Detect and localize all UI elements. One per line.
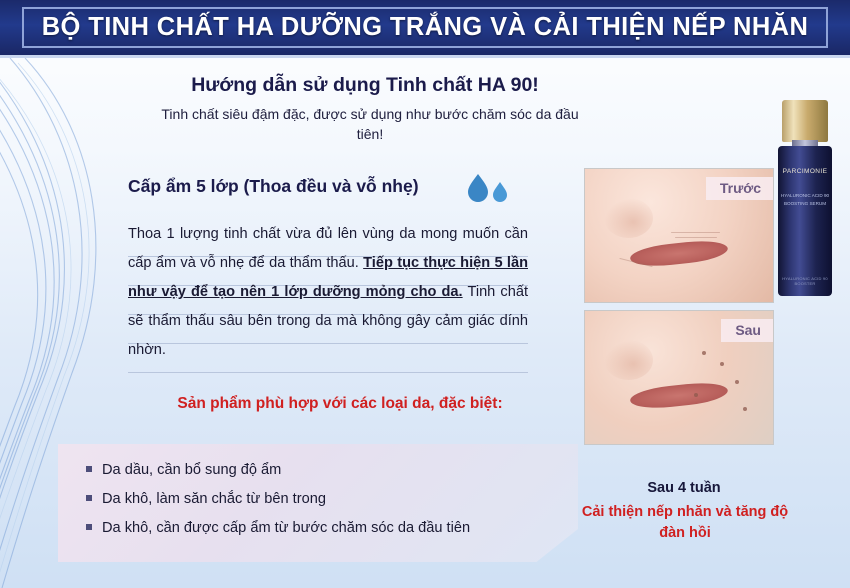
before-photo — [584, 168, 774, 303]
skin-spot — [720, 362, 724, 366]
instruction-paragraph — [128, 220, 528, 365]
text-rule — [128, 372, 528, 373]
before-tag: Trước — [706, 177, 773, 200]
paragraph-part-1: Thoa 1 lượng tinh chất vừa đủ lên vùng da mong muốn cần cấp ẩm và vỗ nhẹ để da thẩm thấu. — [128, 226, 528, 271]
step-title: Cấp ẩm 5 lớp (Thoa đều và vỗ nhẹ) — [128, 176, 419, 196]
list-item — [86, 491, 556, 507]
brand-label: PARCIMONIE — [782, 168, 828, 175]
skin-spot — [735, 380, 739, 384]
page-title: BỘ TINH CHẤT HA DƯỠNG TRẮNG VÀ CẢI THIỆN NẾP NHĂN — [41, 13, 809, 41]
bottle-footer-text: HYALURONIC ACID 90 BOOSTER — [782, 276, 828, 286]
paragraph-part-2: Tinh chất sẽ thẩm thấu sâu bên trong da mà không gây cảm giác dính nhờn. — [128, 284, 528, 358]
bullet-square-icon — [86, 466, 92, 472]
sub-heading: Tinh chất siêu đậm đặc, được sử dụng như bước chăm sóc da đầu tiên! — [161, 106, 579, 142]
nose-shading — [604, 198, 653, 238]
product-bottle — [770, 100, 840, 300]
water-drops-icon — [460, 170, 520, 210]
list-item — [86, 520, 556, 536]
paragraph-emphasis: Tiếp tục thực hiện 5 lần như vậy để tạo nên 1 lớp dưỡng mỏng cho da. — [128, 255, 528, 300]
after-photo — [584, 310, 774, 445]
nose-shading — [604, 340, 653, 380]
product-line-1: HYALURONIC ACID 90 — [780, 193, 830, 198]
after-tag: Sau — [721, 319, 773, 342]
wrinkle-line — [675, 237, 716, 238]
result-time-caption: Sau 4 tuần — [647, 480, 721, 496]
bottle-cap — [782, 100, 828, 142]
bullet-square-icon — [86, 524, 92, 530]
banner-frame — [22, 7, 828, 48]
main-heading: Hướng dẫn sử dụng Tinh chất HA 90! — [191, 74, 539, 96]
bullet-list — [86, 462, 556, 549]
wrinkle-line — [671, 232, 720, 233]
product-line-2: BOOSTING SERUM — [783, 201, 827, 206]
lips-shape — [629, 380, 728, 411]
list-item-label: Da khô, cần được cấp ẩm từ bước chăm sóc da đầu tiên — [102, 520, 471, 536]
header-banner — [0, 0, 850, 58]
suitable-heading: Sản phẩm phù hợp với các loại da, đặc biệt: — [177, 395, 503, 412]
list-item — [86, 462, 556, 478]
result-effect-caption: Cải thiện nếp nhăn và tăng độ đàn hồi — [581, 504, 789, 541]
bullet-square-icon — [86, 495, 92, 501]
list-item-label: Da khô, làm săn chắc từ bên trong — [102, 491, 326, 507]
skin-spot — [702, 351, 706, 355]
list-item-label: Da dầu, cần bổ sung độ ẩm — [102, 462, 282, 478]
bottle-body — [778, 146, 832, 296]
skin-spot — [743, 407, 747, 411]
